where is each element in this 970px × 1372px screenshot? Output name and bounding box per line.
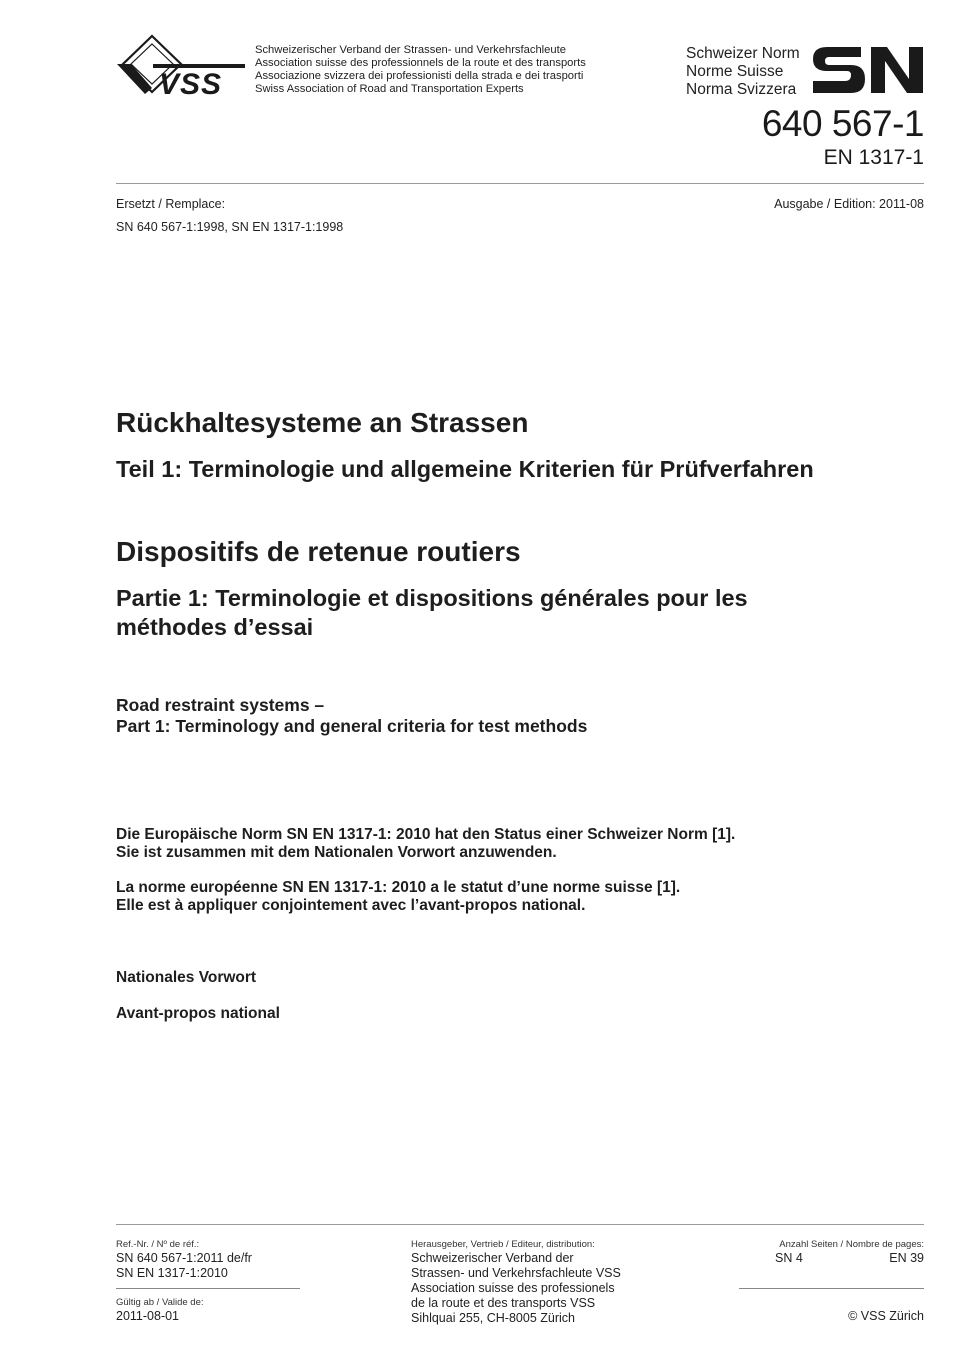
publisher-line-5: Sihlquai 255, CH-8005 Zürich	[411, 1311, 575, 1325]
pages-label: Anzahl Seiten / Nombre de pages:	[779, 1239, 924, 1250]
title-en-line2: Part 1: Terminology and general criteria for test methods	[116, 716, 588, 736]
standard-number: 640 567-1	[761, 103, 924, 144]
title-de: Rückhaltesysteme an Strassen	[116, 407, 529, 438]
pages-en: EN 39	[889, 1251, 924, 1265]
footer-right-divider	[739, 1288, 924, 1289]
publisher-line-2: Strassen- und Verkehrsfachleute VSS	[411, 1266, 621, 1280]
status-de-line2: Sie ist zusammen mit dem Nationalen Vorwort anzuwenden.	[116, 844, 557, 861]
association-name-de: Schweizerischer Verband der Strassen- und Verkehrsfachleute	[255, 44, 566, 56]
svg-text:VSS: VSS	[159, 68, 223, 98]
publisher-line-3: Association suisse des professionels	[411, 1281, 615, 1295]
copyright: © VSS Zürich	[848, 1309, 924, 1323]
foreword-de: Nationales Vorwort	[116, 969, 257, 986]
norm-name-de: Schweizer Norm	[686, 45, 800, 62]
subtitle-fr-line1: Partie 1: Terminologie et dispositions générales pour les	[116, 585, 748, 611]
vss-logo	[115, 34, 247, 98]
association-name-en: Swiss Association of Road and Transportation Experts	[255, 83, 524, 95]
norm-names	[686, 45, 800, 99]
header-divider	[116, 183, 924, 184]
footer-left-divider	[116, 1288, 300, 1289]
publisher-line-1: Schweizerischer Verband der	[411, 1251, 574, 1265]
association-names	[255, 44, 586, 96]
footer-divider	[116, 1224, 924, 1225]
subtitle-de: Teil 1: Terminologie und allgemeine Kriterien für Prüfverfahren	[116, 456, 814, 482]
replaces-value: SN 640 567-1:1998, SN EN 1317-1:1998	[116, 220, 344, 234]
norm-name-it: Norma Svizzera	[686, 81, 797, 98]
subtitle-fr-line2: méthodes d’essai	[116, 614, 314, 640]
sn-logo	[811, 45, 925, 95]
ref-label: Ref.-Nr. / Nº de réf.:	[116, 1239, 200, 1250]
title-en-line1: Road restraint systems –	[116, 695, 325, 715]
status-fr-line1: La norme européenne SN EN 1317-1: 2010 a le statut d’une norme suisse [1].	[116, 879, 681, 896]
status-de-line1: Die Europäische Norm SN EN 1317-1: 2010 hat den Status einer Schweizer Norm [1].	[116, 826, 736, 843]
norm-name-fr: Norme Suisse	[686, 63, 784, 80]
ref-line-1: SN 640 567-1:2011 de/fr	[116, 1251, 252, 1265]
title-fr: Dispositifs de retenue routiers	[116, 536, 521, 567]
replaces-label: Ersetzt / Remplace:	[116, 197, 226, 211]
status-fr-line2: Elle est à appliquer conjointement avec l’avant-propos national.	[116, 897, 586, 914]
en-number: EN 1317-1	[823, 146, 924, 169]
valid-value: 2011-08-01	[116, 1309, 180, 1323]
publisher-line-4: de la route et des transports VSS	[411, 1296, 596, 1310]
association-name-it: Associazione svizzera dei professionisti della strada e dei trasporti	[255, 70, 584, 82]
pages-sn: SN 4	[775, 1251, 803, 1265]
publisher-label: Herausgeber, Vertrieb / Editeur, distribution:	[411, 1239, 595, 1250]
edition: Ausgabe / Edition: 2011-08	[774, 197, 924, 211]
association-name-fr: Association suisse des professionnels de la route et des transports	[255, 57, 586, 69]
foreword-fr: Avant-propos national	[116, 1005, 280, 1022]
valid-label: Gültig ab / Valide de:	[116, 1297, 204, 1308]
ref-line-2: SN EN 1317-1:2010	[116, 1266, 228, 1280]
